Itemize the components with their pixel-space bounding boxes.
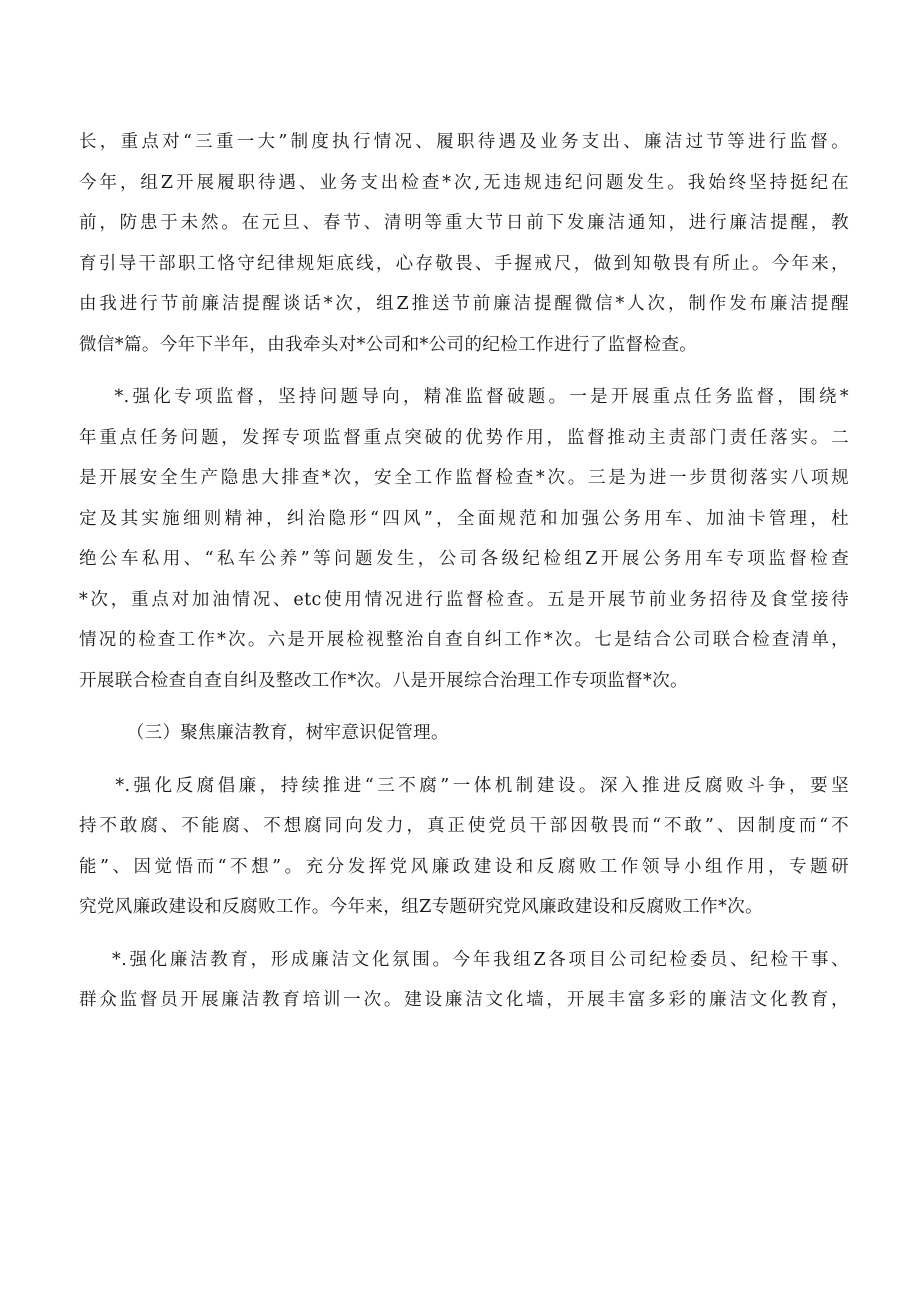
text-line: 微信*篇。今年下半年，由我牵头对*公司和*公司的纪检工作进行了监督检查。: [79, 334, 698, 355]
text-line: 育引导干部职工恪守纪律规矩底线，心存敬畏、手握戒尺，做到知敬畏有所止。今年来，: [79, 253, 849, 274]
text-line: 是开展安全生产隐患大排查*次，安全工作监督检查*次。三是为进一步贯彻落实八项规: [79, 468, 849, 488]
text-line: 开展联合检查自查自纠及整改工作*次。八是开展综合治理工作专项监督*次。: [79, 670, 688, 691]
text-line: 究党风廉政建设和反腐败工作。今年来，组Z专题研究党风廉政建设和反腐败工作*次。: [79, 897, 764, 917]
text-line: 情况的检查工作*次。六是开展检视整治自查自纠工作*次。七是结合公司联合检查清单，: [79, 630, 849, 650]
text-line: *.强化廉洁教育，形成廉洁文化氛围。今年我组Z各项目公司纪检委员、纪检干事、: [79, 949, 849, 970]
text-line: 定及其实施细则精神，纠治隐形“四风”，全面规范和加强公务用车、加油卡管理，杜: [79, 508, 849, 529]
text-line: *.强化反腐倡廉，持续推进“三不腐”一体机制建设。深入推进反腐败斗争，要坚: [79, 775, 849, 796]
paragraph-gap: [79, 701, 849, 713]
section-heading: （三）聚焦廉洁教育，树牢意识促管理。: [79, 723, 449, 743]
text-line: 长，重点对“三重一大”制度执行情况、履职待遇及业务支出、廉洁过节等进行监督。: [79, 132, 849, 152]
paragraph-anti-corruption: [79, 766, 849, 928]
text-line: 绝公车私用、“私车公养”等问题发生，公司各级纪检组Z开展公务用车专项监督检查: [79, 549, 849, 569]
text-line: 持不敢腐、不能腐、不想腐同向发力，真正使党员干部因敬畏而“不敢”、因制度而“不: [79, 816, 849, 836]
paragraph-supervision-duties: [79, 122, 849, 365]
text-line: *次，重点对加油情况、etc使用情况进行监督检查。五是开展节前业务招待及食堂接待: [79, 589, 849, 610]
text-line: 群众监督员开展廉洁教育培训一次。建设廉洁文化墙，开展丰富多彩的廉洁文化教育，: [79, 990, 849, 1010]
document-body: [79, 122, 849, 1021]
text-line: 前，防患于未然。在元旦、春节、清明等重大节日前下发廉洁通知，进行廉洁提醒，教: [79, 213, 849, 233]
paragraph-gap: [79, 928, 849, 940]
text-line: 能”、因觉悟而“不想”。充分发挥党风廉政建设和反腐败工作领导小组作用，专题研: [79, 856, 849, 877]
paragraph-gap: [79, 365, 849, 377]
text-line: 由我进行节前廉洁提醒谈话*次，组Z推送节前廉洁提醒微信*人次，制作发布廉洁提醒: [79, 294, 849, 314]
paragraph-special-supervision: [79, 377, 849, 701]
section-heading-integrity-education: [79, 713, 849, 754]
text-line: *.强化专项监督，坚持问题导向，精准监督破题。一是开展重点任务监督，围绕*: [79, 387, 849, 407]
text-line: 年重点任务问题，发挥专项监督重点突破的优势作用，监督推动主责部门责任落实。二: [79, 427, 849, 448]
paragraph-integrity-culture: [79, 940, 849, 1021]
paragraph-gap: [79, 754, 849, 766]
text-line: 今年，组Z开展履职待遇、业务支出检查*次,无违规违纪问题发生。我始终坚持挺纪在: [79, 172, 849, 193]
